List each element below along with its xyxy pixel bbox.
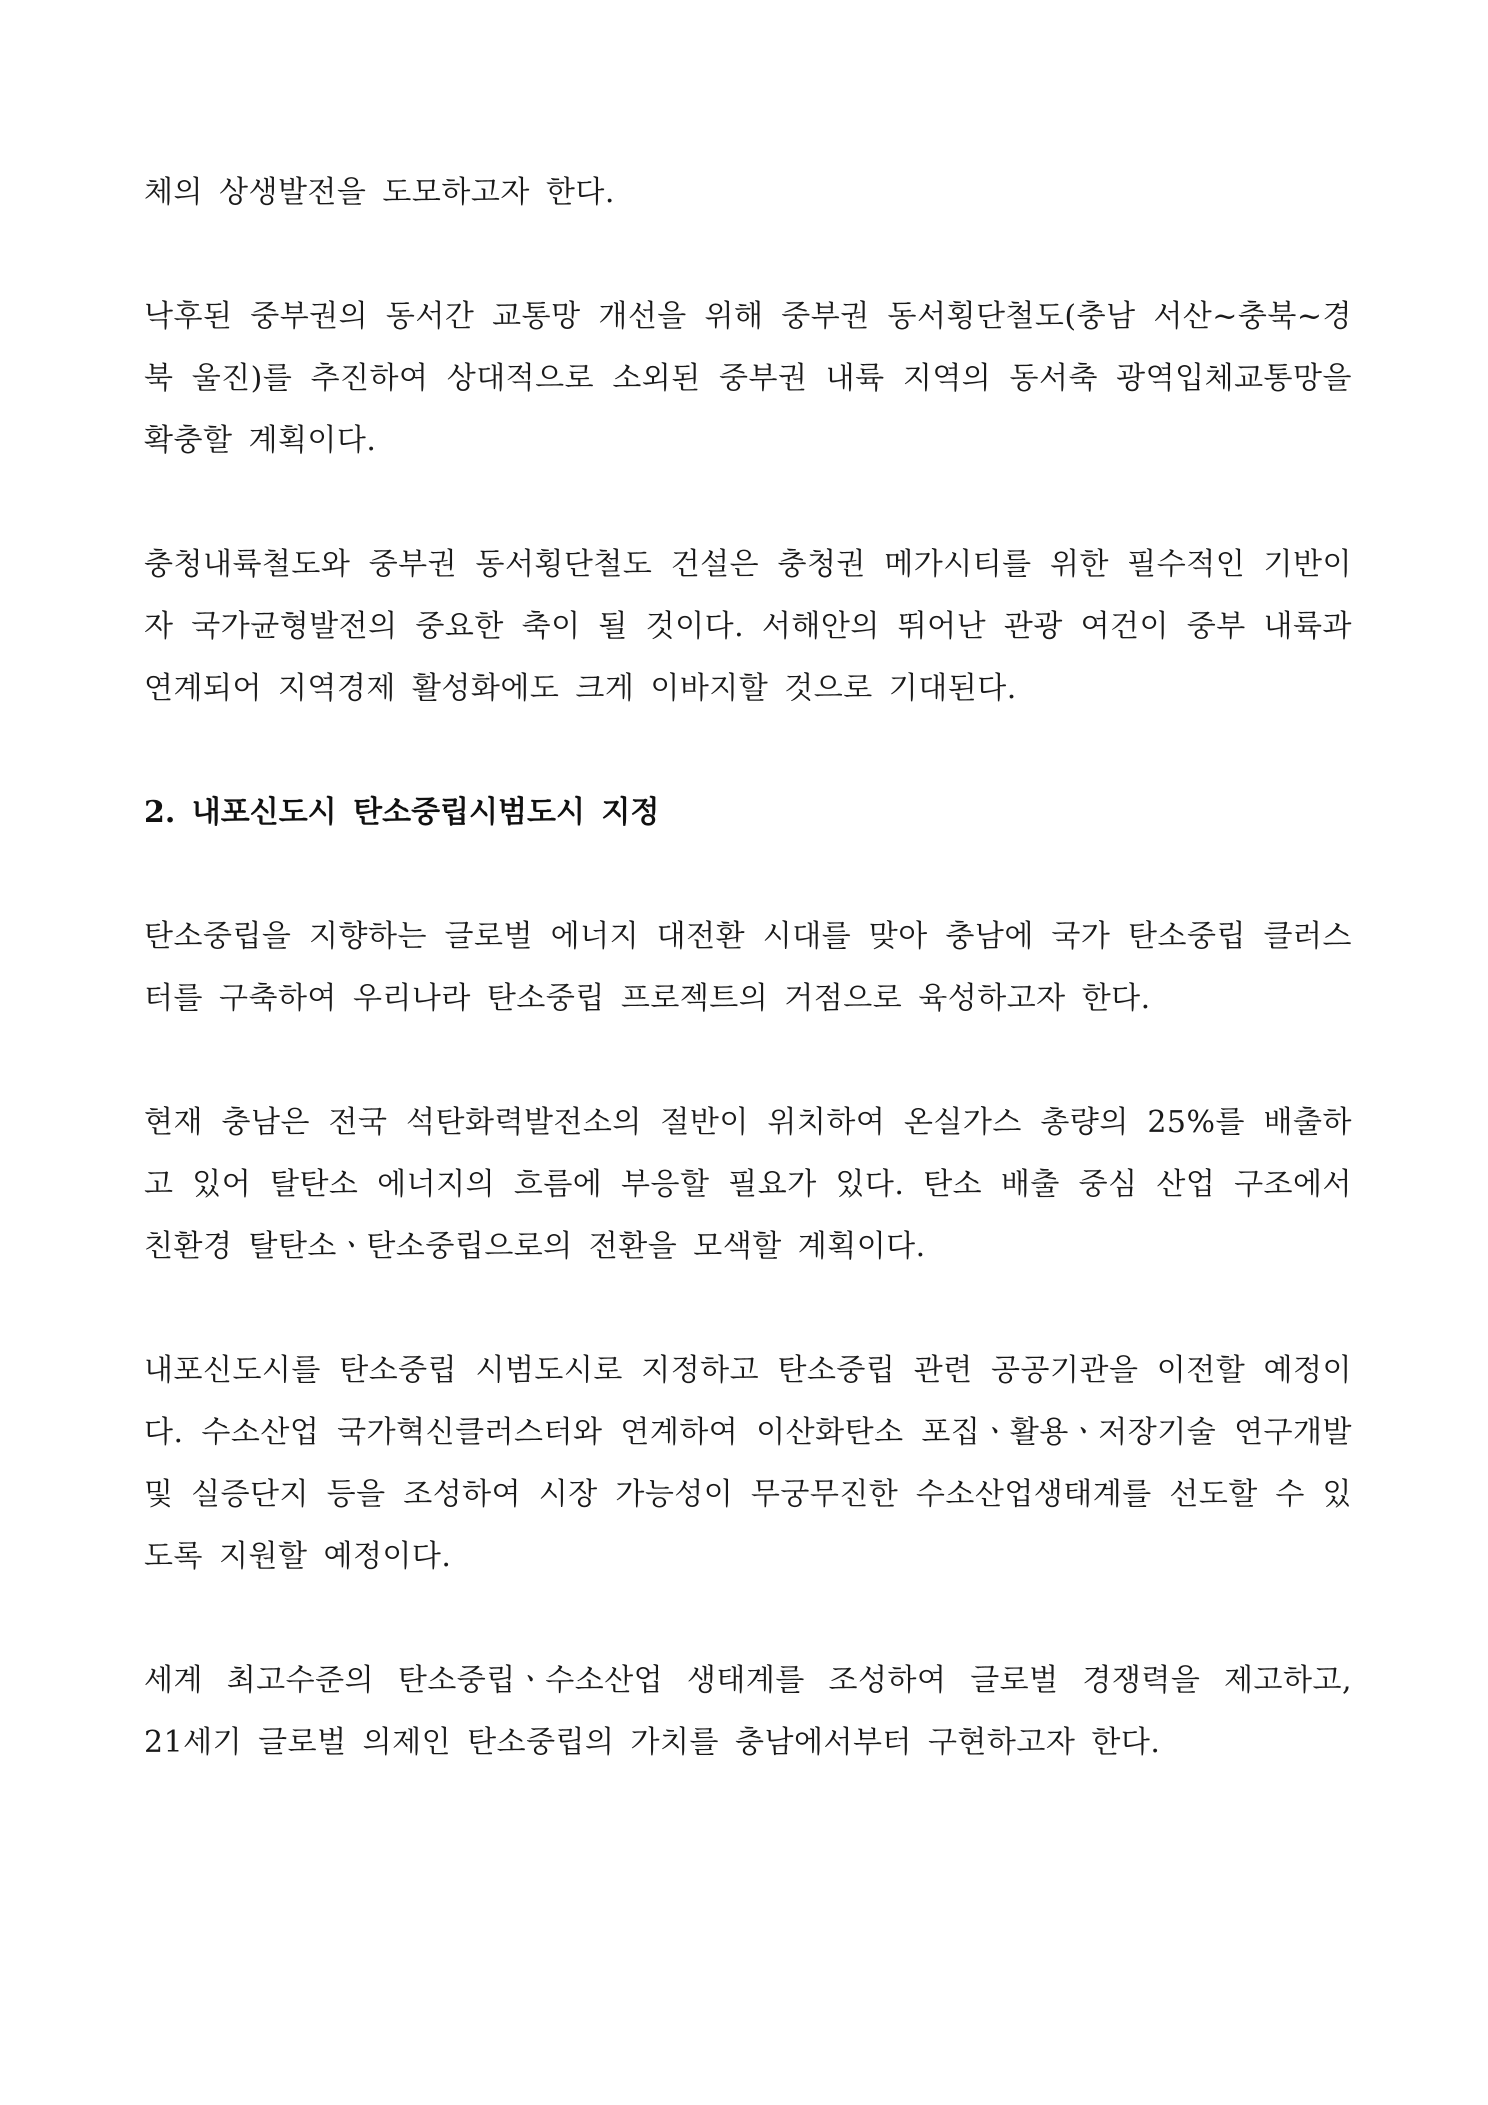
paragraph-gap [144,1588,1352,1650]
paragraph-transport-network: 낙후된 중부권의 동서간 교통망 개선을 위해 중부권 동서횡단철도(충남 서산~충북~경북 울진)를 추진하여 상대적으로 소외된 중부권 내륙 지역의 동서축 광역입체교통망을 확충할 계획이다. [144,299,1352,458]
paragraph-naepo-designation: 내포신도시를 탄소중립 시범도시로 지정하고 탄소중립 관련 공공기관을 이전할 예정이다. 수소산업 국가혁신클러스터와 연계하여 이산화탄소 포집ㆍ활용ㆍ저장기술 연구개발 및 실증단지 등을 조성하여 시장 가능성이 무궁무진한 수소산업생태계를 선도할 수 있도록 지원할 예정이다. [144,1353,1352,1574]
paragraph-gap [144,1278,1352,1340]
paragraph-gap [144,844,1352,906]
paragraph-carbon-cluster: 탄소중립을 지향하는 글로벌 에너지 대전환 시대를 맞아 충남에 국가 탄소중립 클러스터를 구축하여 우리나라 탄소중립 프로젝트의 거점으로 육성하고자 한다. [144,919,1352,1016]
paragraph-gap [144,472,1352,534]
paragraph-gap [144,224,1352,286]
paragraph-railway-construction: 충청내륙철도와 중부권 동서횡단철도 건설은 충청권 메가시티를 위한 필수적인 기반이자 국가균형발전의 중요한 축이 될 것이다. 서해안의 뛰어난 관광 여건이 중부 내륙과 연계되어 지역경제 활성화에도 크게 이바지할 것으로 기대된다. [144,547,1352,706]
paragraph-coal-power: 현재 충남은 전국 석탄화력발전소의 절반이 위치하여 온실가스 총량의 25%를 배출하고 있어 탈탄소 에너지의 흐름에 부응할 필요가 있다. 탄소 배출 중심 산업 구조에서 친환경 탈탄소ㆍ탄소중립으로의 전환을 모색할 계획이다. [144,1105,1352,1264]
paragraph-continuation: 체의 상생발전을 도모하고자 한다. [144,175,615,210]
section-heading: 2. 내포신도시 탄소중립시범도시 지정 [144,795,660,830]
paragraph-gap [144,720,1352,782]
document-body [144,162,1352,1774]
paragraph-global-competitiveness: 세계 최고수준의 탄소중립ㆍ수소산업 생태계를 조성하여 글로벌 경쟁력을 제고하고, 21세기 글로벌 의제인 탄소중립의 가치를 충남에서부터 구현하고자 한다. [144,1663,1352,1760]
paragraph-gap [144,1030,1352,1092]
